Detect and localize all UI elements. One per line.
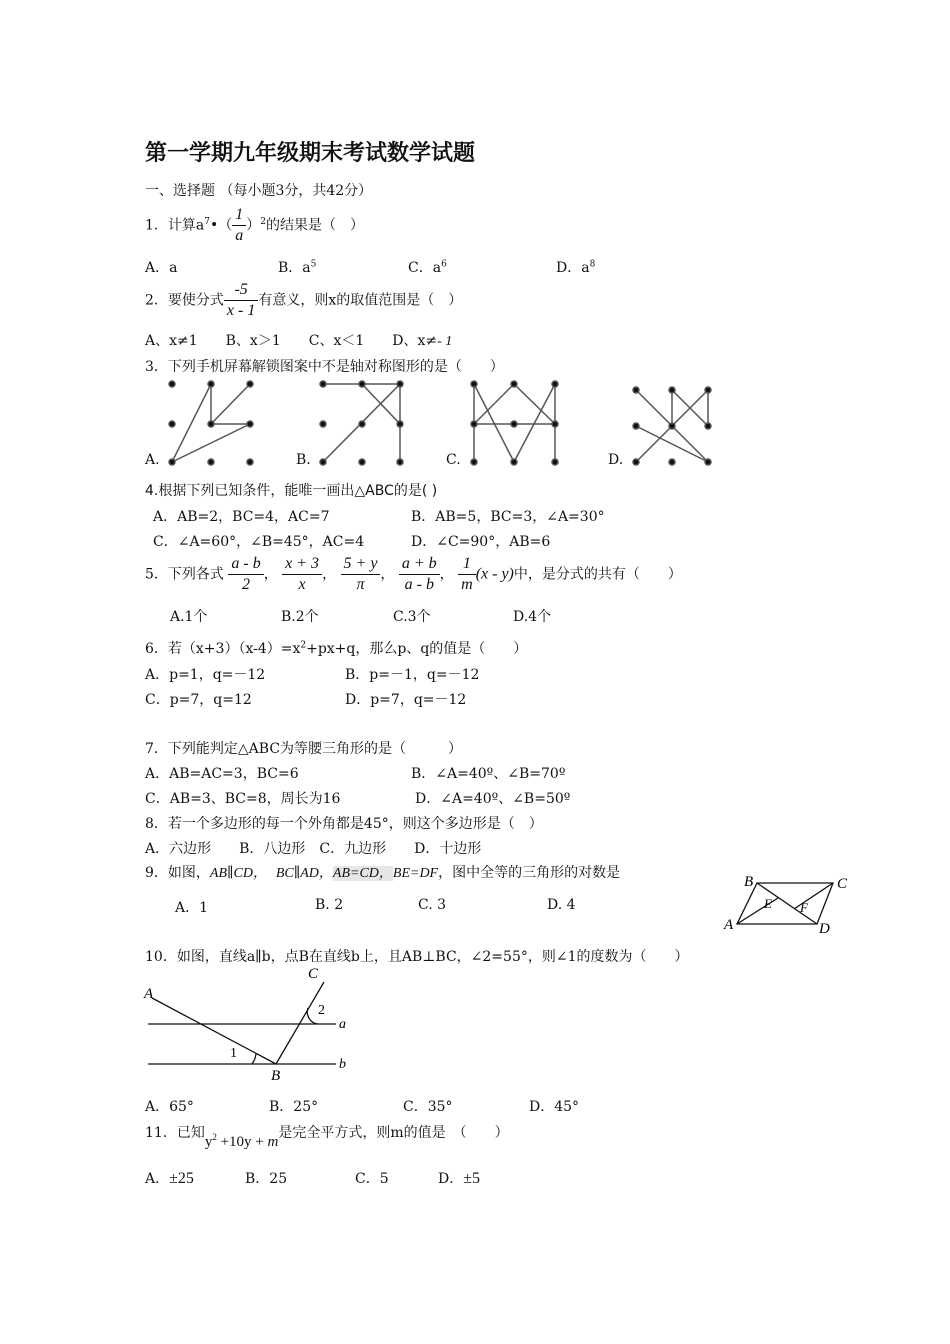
label-b: B — [744, 874, 754, 890]
option-b: B. 2 — [315, 897, 344, 913]
option-a: A.1个 — [170, 609, 208, 625]
label-d: D — [819, 921, 830, 937]
question-2-options: A、x≠1 B、x＞1 C、x＜1 D、x≠- 1 — [145, 333, 453, 349]
option-d: D．p=7，q=－12 — [345, 692, 467, 708]
pattern-a — [169, 381, 253, 465]
option-c: C. 3 — [418, 897, 447, 913]
label-e: E — [764, 896, 772, 911]
fraction: $\frac{-5}{x - 1}$ — [224, 280, 258, 321]
option-b: B．∠A=40º、∠B=70º — [411, 766, 566, 782]
section-heading: 一、选择题 （每小题3分，共42分） — [145, 183, 373, 199]
label-line-b: b — [339, 1057, 346, 1072]
option-c-label: C. — [446, 452, 461, 468]
option-c: C.3个 — [393, 609, 431, 625]
question-11: 11．已知$y^2 +10y + m$是完全平方式，则m的值是 （ ） — [145, 1125, 509, 1150]
option-d-label: D. — [608, 452, 624, 468]
option-d: D.4个 — [513, 609, 552, 625]
option-b: B.2个 — [281, 609, 319, 625]
option-c: C．5 — [355, 1171, 389, 1187]
label-c-point: C — [308, 966, 319, 982]
option-c: C．∠A=60°，∠B=45°，AC=4 — [153, 534, 365, 550]
option-c: C．p=7，q=12 — [145, 692, 252, 708]
label-a-point: A — [144, 986, 154, 1002]
option-d: D．$a^8$ — [556, 259, 596, 276]
option-a: A．AB=AC=3，BC=6 — [145, 766, 299, 782]
option-a: A．1 — [175, 900, 209, 916]
option-b: B．$a^5$ — [278, 259, 317, 276]
unlock-patterns-figure — [0, 0, 950, 480]
question-7: 7．下列能判定△ABC为等腰三角形的是（ ） — [145, 741, 463, 757]
pattern-d — [633, 387, 711, 465]
label-c: C — [837, 876, 848, 892]
question-3: 3．下列手机屏幕解锁图案中不是轴对称图形的是（ ） — [145, 359, 504, 375]
parallelogram-figure — [720, 868, 860, 940]
option-c: C．$a^6$ — [408, 259, 447, 276]
question-4: 4.根据下列已知条件，能唯一画出△ABC的是( ) — [145, 483, 438, 499]
option-a: A．65° — [145, 1099, 194, 1115]
label-a: A — [724, 917, 734, 933]
option-a: A．p=1，q=－12 — [145, 667, 266, 683]
option-b: B．25° — [269, 1099, 319, 1115]
option-d: D. 4 — [547, 897, 576, 913]
pattern-b — [320, 381, 403, 465]
parallel-lines-figure — [140, 962, 360, 1084]
question-10: 10．如图，直线a∥b，点B在直线b上，且AB⊥BC，∠2=55°，则∠1的度数为（ ） — [145, 949, 689, 965]
option-b: B．p=－1，q=－12 — [345, 667, 480, 683]
label-b-point: B — [271, 1068, 281, 1084]
option-d: D．∠A=40º、∠B=50º — [415, 791, 571, 807]
label-f: F — [800, 900, 808, 915]
option-a: A．a — [145, 260, 178, 276]
option-a: A．±25 — [145, 1170, 194, 1187]
option-c: C．35° — [403, 1099, 453, 1115]
fraction: $\frac{1}{a}$ — [232, 205, 246, 246]
question-2: 2．要使分式 $\frac{-5}{x - 1}$ 有意义，则x的取值范围是（ ） — [145, 281, 463, 319]
option-a-label: A. — [145, 452, 160, 468]
question-5: 5．下列各式 $\frac{a - b}{2}$ ， $\frac{x + 3}{x}$ ， $\frac{5 + y}{\pi}$ ， $\frac{a + b}{a - b}$ ， $\frac{1}{m}$ (x - y)中，是分式的共有（ ） — [145, 555, 682, 593]
option-d: D．∠C=90°，AB=6 — [411, 534, 551, 550]
question-8: 8．若一个多边形的每一个外角都是45°，则这个多边形是（ ） — [145, 816, 543, 832]
option-c: C．AB=3、BC=8，周长为16 — [145, 791, 341, 807]
label-line-a: a — [339, 1017, 346, 1032]
option-b-label: B. — [296, 452, 311, 468]
option-a: A．AB=2，BC=4，AC=7 — [153, 509, 330, 525]
option-d: D．45° — [529, 1099, 580, 1115]
question-9: 9．如图，AB∥CD， BC∥AD，AB=CD，BE=DF，图中全等的三角形的对数是 — [145, 865, 621, 881]
question-6: 6．若$(x+3)(x-4)=x^2+px+q$，那么p、q的值是（ ） — [145, 640, 528, 657]
label-angle-2: 2 — [318, 1003, 325, 1018]
question-1: 1．计算$a^7•$（ $\frac{1}{a}$ ）$^2$的结果是（ ） — [145, 206, 364, 244]
page-title: 第一学期九年级期末考试数学试题 — [145, 141, 476, 166]
question-8-options: A．六边形 B．八边形 C．九边形 D．十边形 — [145, 841, 482, 857]
label-angle-1: 1 — [230, 1046, 237, 1061]
option-d: D．±5 — [438, 1170, 481, 1187]
option-b: B．25 — [245, 1171, 288, 1187]
option-b: B．AB=5，BC=3，∠A=30° — [411, 509, 605, 525]
pattern-c — [471, 381, 558, 465]
